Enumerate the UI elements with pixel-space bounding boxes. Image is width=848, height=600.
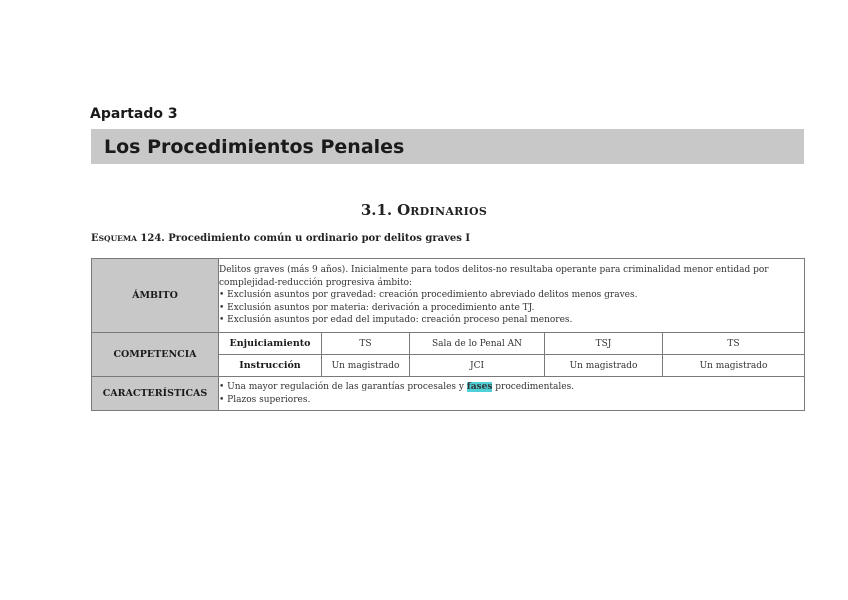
caracteristicas-row bbox=[92, 377, 805, 411]
section-number: 3.1. bbox=[360, 201, 393, 219]
bullet-1-before: • Una mayor regulación de las garantías procesales y bbox=[219, 382, 467, 392]
table-cell: Sala de lo Penal AN bbox=[410, 333, 545, 355]
table-cell: TS bbox=[322, 333, 410, 355]
scheme-table bbox=[91, 258, 805, 411]
caracteristicas-bullet-1 bbox=[219, 381, 804, 394]
ambito-label: ÁMBITO bbox=[92, 259, 219, 333]
section-title-initial: O bbox=[397, 201, 411, 219]
competencia-label: COMPETENCIA bbox=[92, 333, 219, 377]
caracteristicas-bullet-2: • Plazos superiores. bbox=[219, 394, 311, 405]
chapter-title: Los Procedimientos Penales bbox=[104, 135, 405, 158]
apartado-label: Apartado 3 bbox=[90, 106, 178, 122]
enjuiciamiento-label: Enjuiciamiento bbox=[219, 333, 322, 355]
table-cell: JCI bbox=[410, 355, 545, 377]
highlighted-word: fases bbox=[466, 382, 493, 392]
table-cell: Un magistrado bbox=[663, 355, 805, 377]
chapter-banner bbox=[91, 129, 804, 164]
ambito-intro: Delitos graves (más 9 años). Inicialmente para todos delitos-no resultaba operante para criminalidad menor entidad por complejidad-reducción progresiva ámbito: bbox=[219, 265, 769, 288]
caption-text: 124. Procedimiento común u ordinario por delitos graves I bbox=[136, 233, 471, 244]
instruccion-label: Instrucción bbox=[219, 355, 322, 377]
ambito-bullet-3: • Exclusión asuntos por edad del imputado: creación proceso penal menores. bbox=[219, 315, 573, 326]
section-title-rest: RDINARIOS bbox=[410, 205, 488, 218]
table-cell: TS bbox=[663, 333, 805, 355]
ambito-content bbox=[219, 259, 805, 333]
caption-prefix-rest: SQUEMA bbox=[98, 234, 137, 243]
bullet-1-after: procedimentales. bbox=[492, 382, 575, 392]
caption-prefix-initial: E bbox=[91, 233, 99, 244]
ambito-bullet-1: • Exclusión asuntos por gravedad: creación procedimiento abreviado delitos menos graves. bbox=[219, 290, 638, 301]
table-cell: Un magistrado bbox=[322, 355, 410, 377]
section-title bbox=[0, 201, 848, 219]
caracteristicas-content bbox=[219, 377, 805, 411]
ambito-row bbox=[92, 259, 805, 333]
caracteristicas-label: CARACTERÍSTICAS bbox=[92, 377, 219, 411]
scheme-caption bbox=[91, 233, 470, 244]
table-cell: TSJ bbox=[545, 333, 663, 355]
table-cell: Un magistrado bbox=[545, 355, 663, 377]
competencia-row-enjuiciamiento bbox=[92, 333, 805, 355]
ambito-bullet-2: • Exclusión asuntos por materia: derivación a procedimiento ante TJ. bbox=[219, 302, 535, 313]
